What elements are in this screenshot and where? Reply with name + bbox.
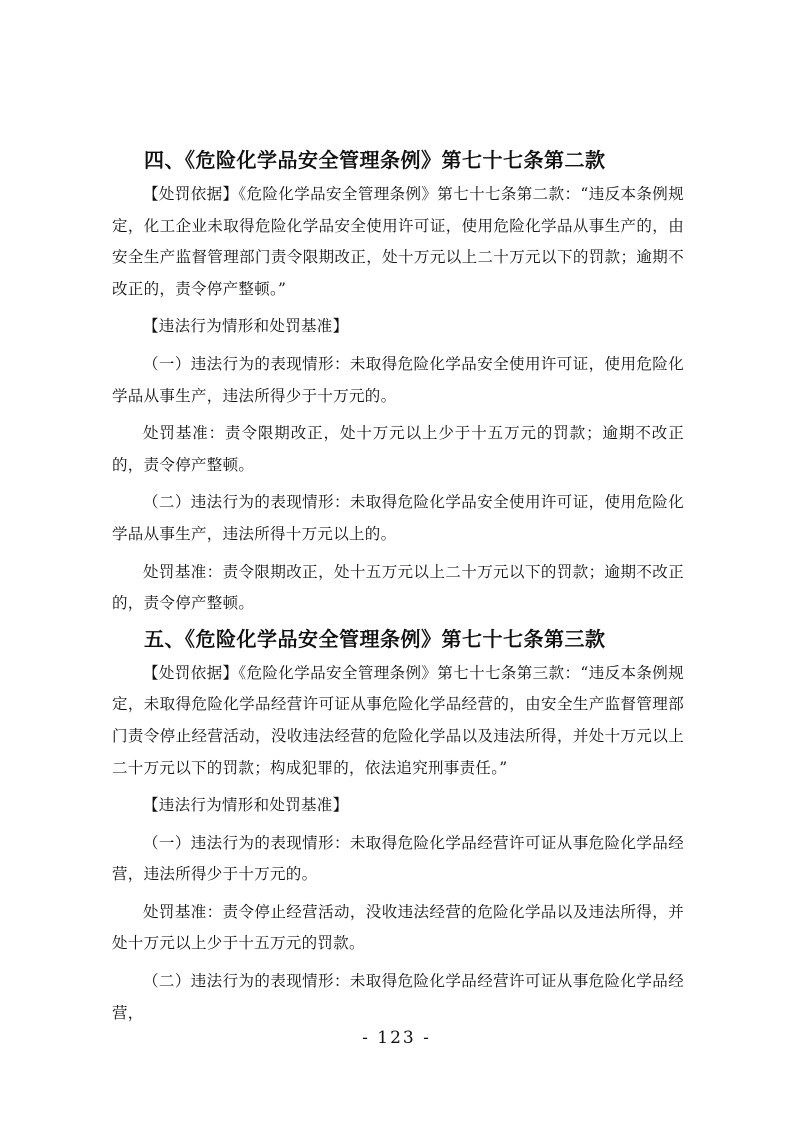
- section-4-penalty-1: 处罚基准：责令限期改正，处十万元以上少于十五万元的罚款；逾期不改正的，责令停产整顿。: [112, 424, 684, 474]
- section-4-case-1: （一）违法行为的表现情形：未取得危险化学品安全使用许可证，使用危险化学品从事生产，违法所得少于十万元的。: [112, 354, 684, 405]
- section-4-basis: 【处罚依据】《危险化学品安全管理条例》第七十七条第二款：“违反本条例规定，化工企业未取得危险化学品安全使用许可证，使用危险化学品从事生产的，由安全生产监督管理部门责令限期改正，处十万元以上二十万元以下的罚款；逾期不改正的，责令停产整顿。”: [112, 185, 684, 298]
- document-body: [112, 145, 684, 1029]
- section-5-standard-title: 【违法行为情形和处罚基准】: [143, 796, 349, 815]
- section-5-case-1: （一）违法行为的表现情形：未取得危险化学品经营许可证从事危险化学品经营，违法所得少于十万元的。: [112, 833, 684, 884]
- section-5-penalty-1: 处罚基准：责令停止经营活动，没收违法经营的危险化学品以及违法所得，并处十万元以上少于十五万元的罚款。: [112, 902, 684, 953]
- section-5-heading: 五、《危险化学品安全管理条例》第七十七条第三款: [144, 626, 606, 651]
- section-4-standard-title: 【违法行为情形和处罚基准】: [143, 317, 349, 336]
- section-4-heading: 四、《危险化学品安全管理条例》第七十七条第二款: [144, 148, 606, 172]
- section-4-penalty-2: 处罚基准：责令限期改正，处十五万元以上二十万元以下的罚款；逾期不改正的，责令停产整顿。: [112, 562, 684, 613]
- section-4-case-2: （二）违法行为的表现情形：未取得危险化学品安全使用许可证，使用危险化学品从事生产，违法所得十万元以上的。: [112, 493, 684, 543]
- page-number: - 123 -: [362, 1028, 431, 1048]
- section-5-basis: 【处罚依据】《危险化学品安全管理条例》第七十七条第三款：“违反本条例规定，未取得危险化学品经营许可证从事危险化学品经营的，由安全生产监督管理部门责令停止经营活动，没收违法经营的危险化学品以及违法所得，并处十万元以上二十万元以下的罚款；构成犯罪的，依法追究刑事责任。”: [112, 663, 684, 777]
- section-5-case-2: （二）违法行为的表现情形：未取得危险化学品经营许可证从事危险化学品经营，: [112, 972, 684, 1022]
